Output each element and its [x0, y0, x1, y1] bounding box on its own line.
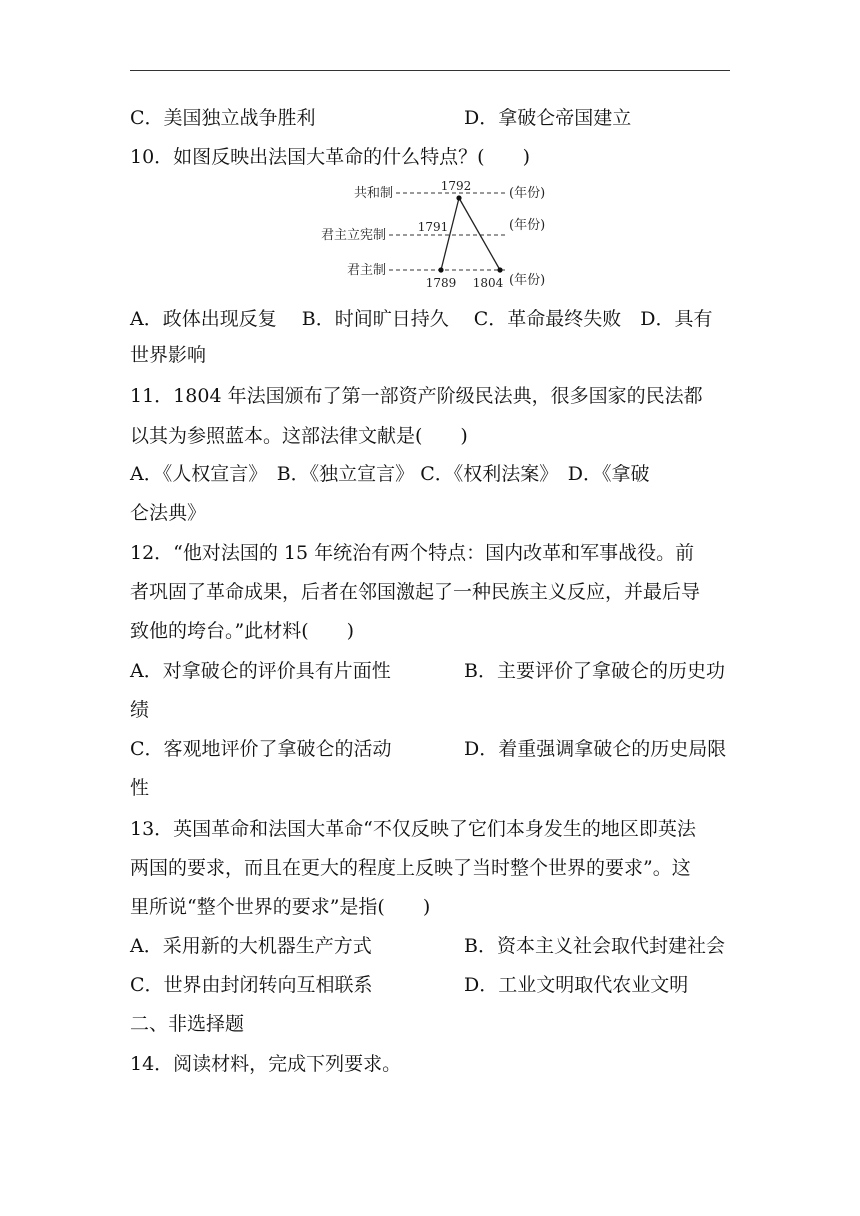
q13-option-b: B．资本主义社会取代封建社会 [464, 935, 725, 957]
q12-option-b-line1: B．主要评价了拿破仑的历史功 [464, 660, 725, 682]
q9-option-c: C．美国独立战争胜利 [130, 107, 316, 129]
q10-diagram [300, 176, 560, 292]
segment-1789-1792 [441, 198, 459, 270]
q13-stem-line2: 两国的要求，而且在更大的程度上反映了当时整个世界的要求”。这 [130, 857, 691, 879]
unit-monarchy: (年份) [509, 273, 546, 288]
q11-stem-line1: 11．1804 年法国颁布了第一部资产阶级民法典，很多国家的民法都 [130, 385, 703, 407]
label-constitutional: 君主立宪制 [320, 228, 386, 243]
year-1789: 1789 [425, 276, 457, 290]
label-monarchy: 君主制 [346, 263, 386, 278]
segment-1792-1804 [459, 198, 500, 270]
q11-stem-line2: 以其为参照蓝本。这部法律文献是( ) [130, 425, 468, 447]
point-1804 [497, 267, 502, 272]
q12-stem-line2: 者巩固了革命成果，后者在邻国激起了一种民族主义反应，并最后导 [130, 581, 701, 603]
q12-option-d-line1: D．着重强调拿破仑的历史局限 [464, 738, 727, 760]
year-1792: 1792 [440, 179, 472, 193]
q10-options-line2: 世界影响 [130, 344, 207, 366]
point-1789 [438, 267, 443, 272]
point-1792 [456, 195, 461, 200]
year-1804: 1804 [472, 276, 504, 290]
q10-stem: 10．如图反映出法国大革命的什么特点？( ) [130, 146, 531, 168]
q13-stem-line1: 13．英国革命和法国大革命“不仅反映了它们本身发生的地区即英法 [130, 818, 696, 840]
q13-stem-line3: 里所说“整个世界的要求”是指( ) [130, 896, 431, 918]
section2-title: 二、非选择题 [130, 1013, 245, 1035]
q12-option-b-line2: 绩 [130, 699, 150, 721]
q10-options-line1: A．政体出现反复 B．时间旷日持久 C．革命最终失败 D．具有 [130, 308, 713, 330]
label-republic: 共和制 [353, 186, 393, 201]
q12-option-c: C．客观地评价了拿破仑的活动 [130, 738, 392, 760]
q13-option-c: C．世界由封闭转向互相联系 [130, 974, 373, 996]
unit-republic: (年份) [509, 186, 546, 201]
q11-options-line2: 仑法典》 [130, 502, 207, 524]
q9-option-d: D．拿破仑帝国建立 [464, 107, 632, 129]
q14-stem: 14．阅读材料，完成下列要求。 [130, 1053, 402, 1075]
q12-stem-line3: 致他的垮台。”此材料( ) [130, 620, 355, 642]
q13-option-d: D．工业文明取代农业文明 [464, 974, 689, 996]
header-rule [130, 70, 730, 71]
unit-constitutional: (年份) [509, 218, 546, 233]
year-1791: 1791 [417, 220, 449, 234]
q12-stem-line1: 12．“他对法国的 15 年统治有两个特点：国内改革和军事战役。前 [130, 542, 695, 564]
q12-option-a: A．对拿破仑的评价具有片面性 [130, 660, 391, 682]
q12-option-d-line2: 性 [130, 777, 150, 799]
q13-option-a: A．采用新的大机器生产方式 [130, 935, 372, 957]
q11-options-line1: A．《人权宣言》 B．《独立宣言》 C．《权利法案》 D．《拿破 [130, 463, 650, 485]
